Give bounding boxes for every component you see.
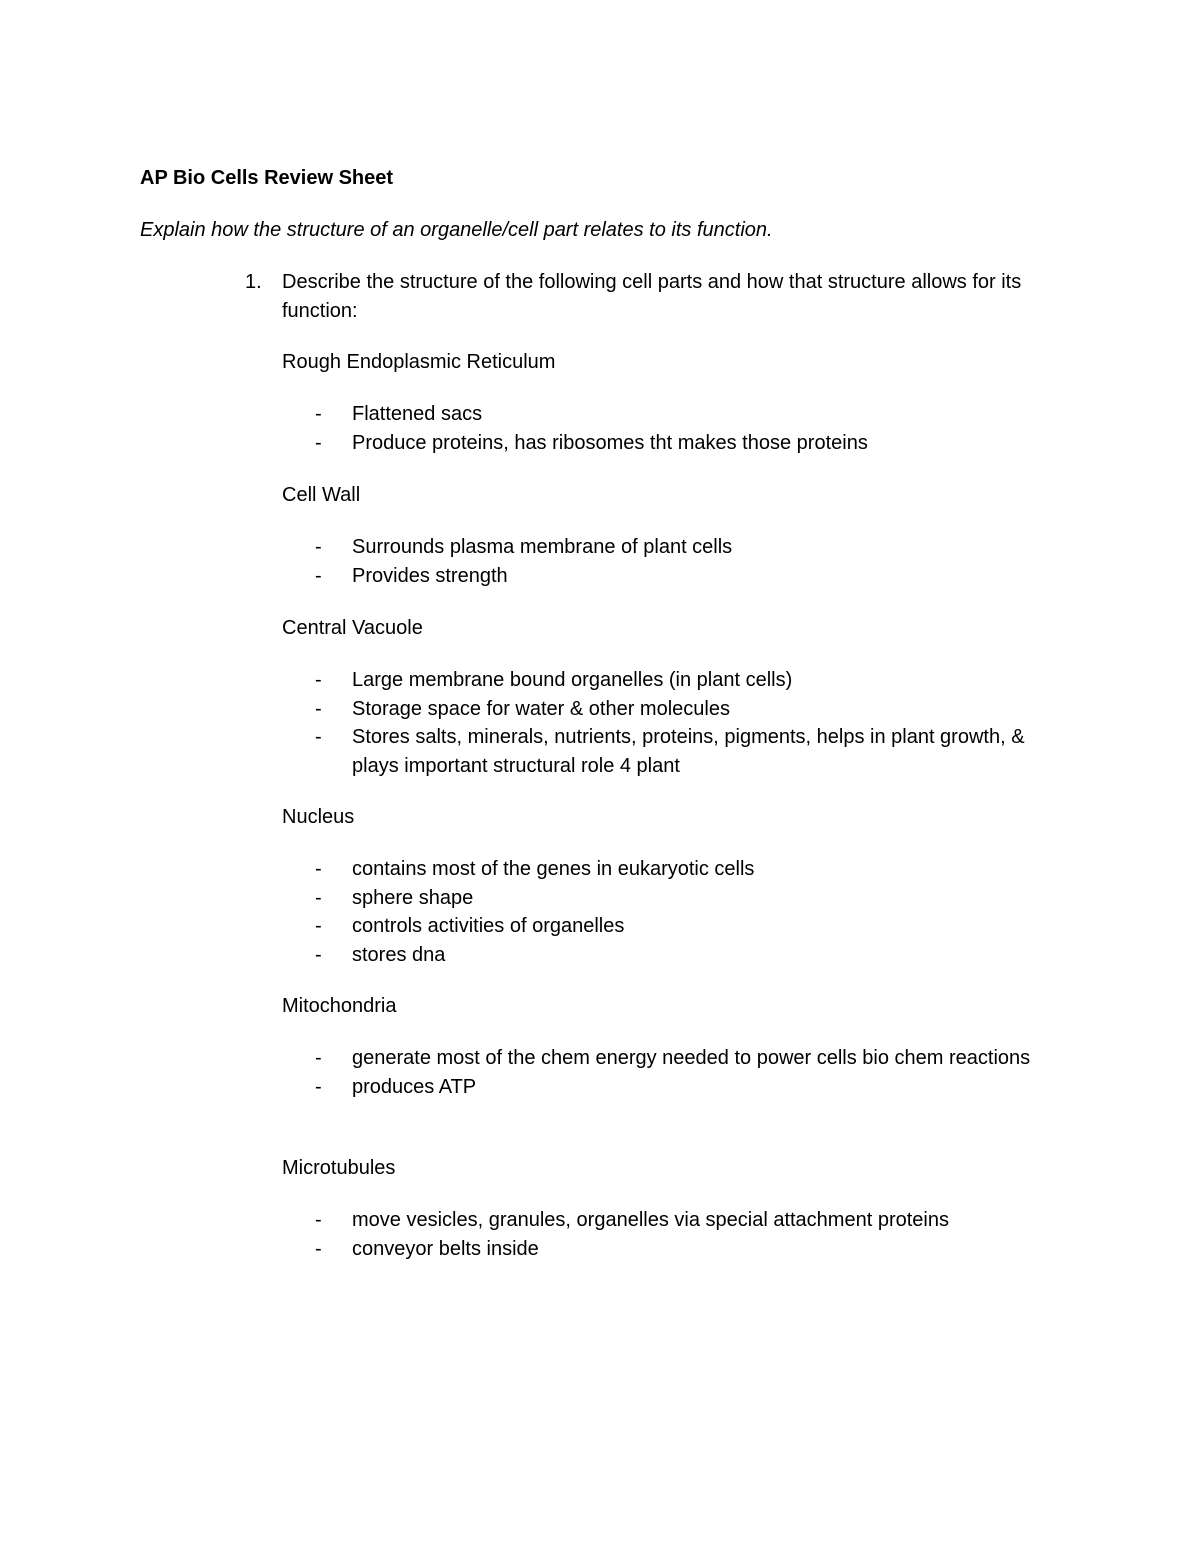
bullet-dash: - bbox=[315, 431, 322, 454]
bullet-list bbox=[282, 1206, 1082, 1263]
list-item bbox=[282, 695, 1062, 724]
bullet-list bbox=[282, 855, 1082, 969]
list-item bbox=[282, 533, 1062, 562]
section-title: Nucleus bbox=[282, 806, 355, 828]
list-item bbox=[282, 1206, 1062, 1235]
bullet-dash: - bbox=[315, 564, 322, 587]
bullet-dash: - bbox=[315, 1237, 322, 1260]
list-item bbox=[282, 855, 1062, 884]
list-item-text: produces ATP bbox=[352, 1075, 477, 1098]
list-item-text: Provides strength bbox=[352, 564, 508, 587]
list-item-text: Flattened sacs bbox=[352, 403, 483, 425]
list-item bbox=[282, 941, 1062, 970]
section-mitochondria bbox=[282, 992, 1082, 1101]
bullet-dash: - bbox=[315, 536, 322, 558]
bullet-dash: - bbox=[315, 1047, 322, 1069]
bullet-dash: - bbox=[315, 726, 322, 748]
list-item-text: sphere shape bbox=[352, 886, 474, 909]
bullet-dash: - bbox=[315, 943, 322, 966]
question-number: 1. bbox=[245, 271, 262, 293]
list-item-text: conveyor belts inside bbox=[352, 1237, 539, 1260]
question-text: Describe the structure of the following cell parts and how that structure allows for its function: bbox=[282, 271, 1022, 322]
list-item-text: Surrounds plasma membrane of plant cells bbox=[352, 536, 733, 558]
list-item bbox=[282, 1235, 1062, 1264]
bullet-dash: - bbox=[315, 403, 322, 425]
list-item-text: Produce proteins, has ribosomes tht makes those proteins bbox=[352, 431, 868, 454]
list-item bbox=[282, 912, 1062, 941]
bullet-list bbox=[282, 533, 1082, 590]
bullet-dash: - bbox=[315, 1209, 322, 1231]
bullet-list bbox=[282, 666, 1082, 780]
list-item bbox=[282, 1044, 1062, 1073]
bullet-dash: - bbox=[315, 697, 322, 720]
list-item-text: Stores salts, minerals, nutrients, proteins, pigments, helps in plant growth, & plays important structural role 4 plant bbox=[352, 726, 1025, 777]
list-item bbox=[282, 429, 1062, 458]
section-title: Mitochondria bbox=[282, 995, 397, 1017]
section-central-vacuole bbox=[282, 614, 1082, 780]
document-instruction: Explain how the structure of an organelle/cell part relates to its function. bbox=[140, 219, 773, 241]
section-title: Central Vacuole bbox=[282, 617, 423, 639]
bullet-list bbox=[282, 1044, 1082, 1101]
list-item-text: move vesicles, granules, organelles via special attachment proteins bbox=[352, 1209, 949, 1231]
list-item bbox=[282, 1073, 1062, 1102]
section-cell-wall bbox=[282, 481, 1082, 590]
section-title: Rough Endoplasmic Reticulum bbox=[282, 351, 556, 373]
list-item-text: controls activities of organelles bbox=[352, 915, 625, 937]
bullet-list bbox=[282, 400, 1082, 457]
list-item bbox=[282, 562, 1062, 591]
bullet-dash: - bbox=[315, 858, 322, 880]
section-nucleus bbox=[282, 803, 1082, 969]
list-item-text: Large membrane bound organelles (in plant cells) bbox=[352, 669, 793, 691]
list-item bbox=[282, 400, 1062, 429]
section-microtubules bbox=[282, 1154, 1082, 1263]
bullet-dash: - bbox=[315, 886, 322, 909]
bullet-dash: - bbox=[315, 1075, 322, 1098]
section-title: Microtubules bbox=[282, 1157, 396, 1179]
document-title: AP Bio Cells Review Sheet bbox=[140, 167, 394, 189]
list-item bbox=[282, 666, 1062, 695]
list-item bbox=[282, 884, 1062, 913]
list-item bbox=[282, 723, 1062, 780]
list-item-text: generate most of the chem energy needed to power cells bio chem reactions bbox=[352, 1047, 1031, 1069]
list-item-text: stores dna bbox=[352, 943, 446, 966]
list-item-text: contains most of the genes in eukaryotic cells bbox=[352, 858, 755, 880]
bullet-dash: - bbox=[315, 915, 322, 937]
section-rough-er bbox=[282, 348, 1082, 457]
bullet-dash: - bbox=[315, 669, 322, 691]
list-item-text: Storage space for water & other molecules bbox=[352, 697, 730, 720]
section-title: Cell Wall bbox=[282, 484, 361, 506]
